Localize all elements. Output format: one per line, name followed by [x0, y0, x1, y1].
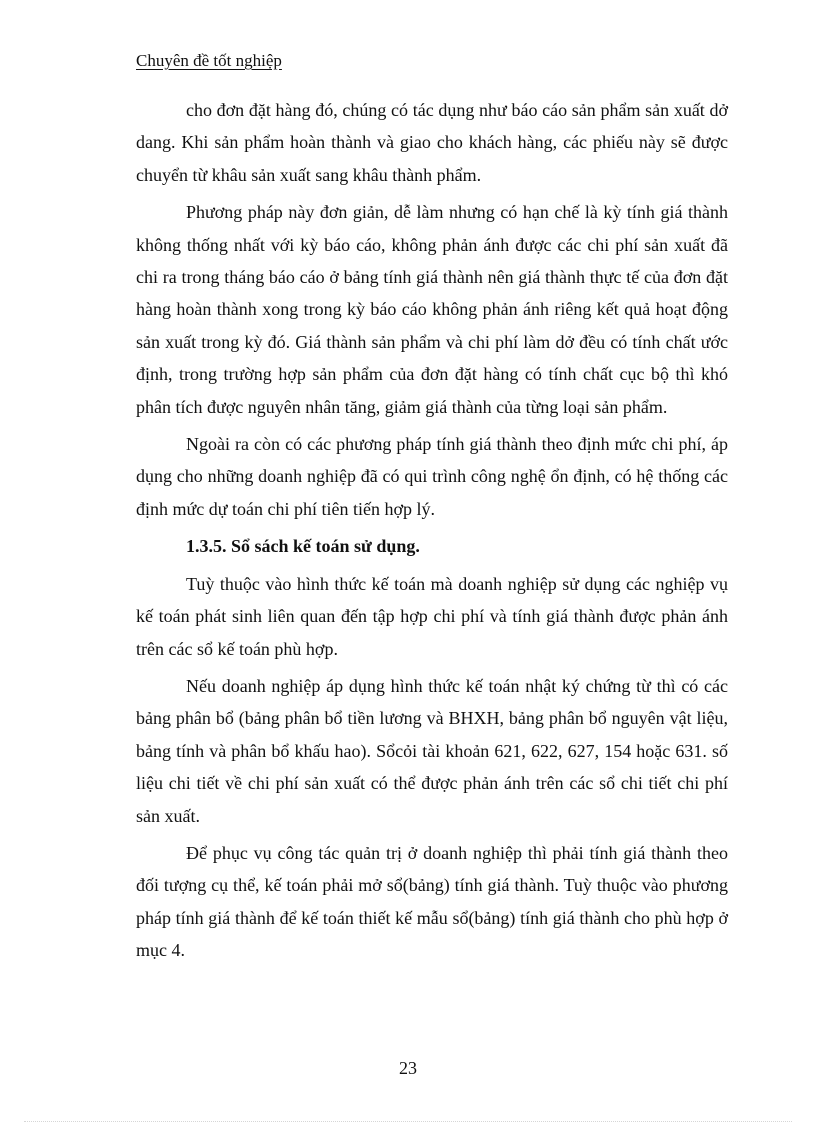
paragraph: Ngoài ra còn có các phương pháp tính giá thành theo định mức chi phí, áp dụng cho những doanh nghiệp đã có qui trình công nghệ ổn định, có hệ thống các định mức dự toán chi phí tiên tiến hợp lý.: [136, 434, 728, 519]
paragraph: Nếu doanh nghiệp áp dụng hình thức kế toán nhật ký chứng từ thì có các bảng phân bổ (bảng phân bổ tiền lương và BHXH, bảng phân bổ nguyên vật liệu, bảng tính và phân bổ khấu hao). Sổcỏi tài khoản 621, 622, 627, 154 hoặc 631. số liệu chi tiết về chi phí sản xuất có thể được phản ánh trên các sổ chi tiết chi phí sản xuất.: [136, 675, 728, 826]
document-body: [136, 94, 728, 972]
page-header: Chuyên đề tốt nghiệp: [136, 51, 282, 70]
page-number: 23: [399, 1058, 417, 1078]
paragraph: cho đơn đặt hàng đó, chúng có tác dụng như báo cáo sản phẩm sản xuất dở dang. Khi sản phẩm hoàn thành và giao cho khách hàng, các phiếu này sẽ được chuyển từ khâu sản xuất sang khâu thành phẩm.: [136, 100, 728, 185]
page-edge-divider: [24, 1121, 792, 1122]
section-heading: 1.3.5. Sổ sách kế toán sử dụng.: [186, 536, 420, 557]
paragraph: Tuỳ thuộc vào hình thức kế toán mà doanh nghiệp sử dụng các nghiệp vụ kế toán phát sinh liên quan đến tập hợp chi phí và tính giá thành được phản ánh trên các sổ kế toán phù hợp.: [136, 573, 728, 659]
paragraph: Để phục vụ công tác quản trị ở doanh nghiệp thì phải tính giá thành theo đối tượng cụ thể, kế toán phải mở sổ(bảng) tính giá thành. Tuỳ thuộc vào phương pháp tính giá thành để kế toán thiết kế mẫu sổ(bảng) tính giá thành cho phù hợp ở mục 4.: [136, 842, 728, 961]
paragraph: Phương pháp này đơn giản, dễ làm nhưng có hạn chế là kỳ tính giá thành không thống nhất với kỳ báo cáo, không phản ánh được các chi phí sản xuất đã chi ra trong tháng báo cáo ở bảng tính giá thành nên giá thành thực tế của đơn đặt hàng hoàn thành xong trong kỳ báo cáo không phản ánh riêng kết quả hoạt động sản xuất trong kỳ đó. Giá thành sản phẩm và chi phí làm dở đều có tính chất ước định, trong trường hợp sản phẩm của đơn đặt hàng có tính chất cục bộ thì khó phân tích được nguyên nhân tăng, giảm giá thành của từng loại sản phẩm.: [136, 202, 728, 417]
